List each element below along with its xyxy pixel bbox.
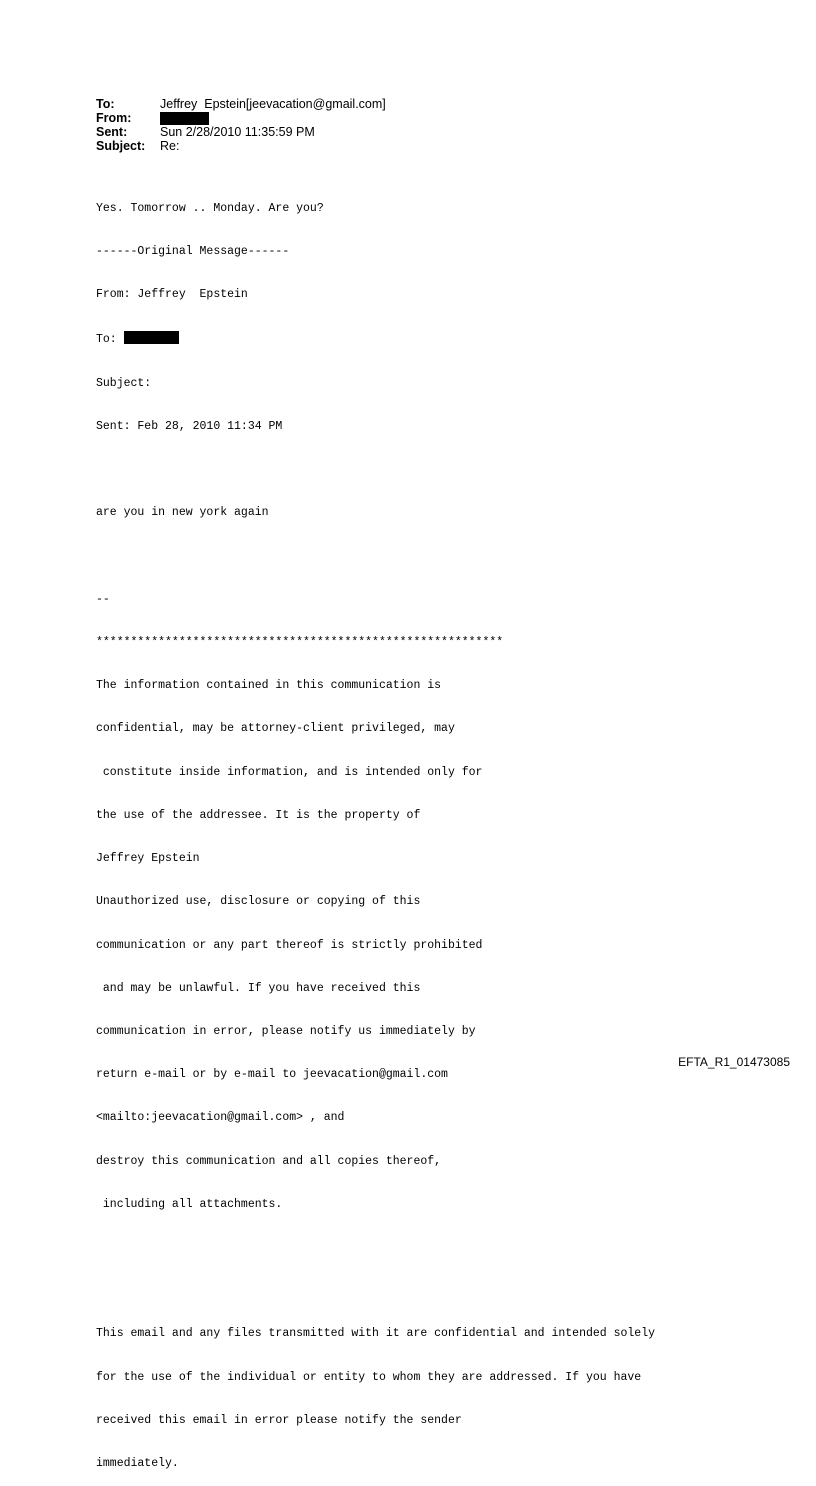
- sent-row: [96, 125, 386, 139]
- subject-label: Subject:: [96, 139, 146, 153]
- disclaimer-line: Jeffrey Epstein: [96, 852, 200, 866]
- disclaimer-line: the use of the addressee. It is the property of: [96, 808, 421, 822]
- original-message-marker: ------Original Message------: [96, 245, 290, 259]
- from-row: [96, 111, 386, 125]
- disclaimer-line: <mailto:jeevacation@gmail.com> , and: [96, 1111, 345, 1125]
- original-body: are you in new york again: [96, 506, 269, 520]
- footer-notice-line: for the use of the individual or entity to whom they are addressed. If you have: [96, 1370, 642, 1384]
- disclaimer-line: return e-mail or by e-mail to jeevacation@gmail.com: [96, 1068, 448, 1082]
- spacer: [96, 550, 655, 564]
- disclaimer-line: and may be unlawful. If you have received this: [96, 981, 421, 995]
- disclaimer-line: communication or any part thereof is strictly prohibited: [96, 938, 483, 952]
- original-to-row: [96, 331, 655, 347]
- disclaimer-line: constitute inside information, and is intended only for: [96, 765, 483, 779]
- spacer: [96, 1241, 655, 1255]
- asterisk-divider: ***********************************************************: [96, 635, 504, 649]
- footer-notice-line: immediately.: [96, 1457, 179, 1471]
- signature-dashes: --: [96, 592, 110, 606]
- spacer: [96, 463, 655, 477]
- disclaimer-line: destroy this communication and all copies thereof,: [96, 1154, 442, 1168]
- original-subject: Subject:: [96, 376, 152, 390]
- disclaimer-line: communication in error, please notify us immediately by: [96, 1024, 476, 1038]
- email-body: [96, 173, 655, 1486]
- sent-value: Sun 2/28/2010 11:35:59 PM: [160, 125, 315, 139]
- disclaimer-line: including all attachments.: [96, 1197, 283, 1211]
- disclaimer-line: The information contained in this communication is: [96, 679, 442, 693]
- original-sent: Sent: Feb 28, 2010 11:34 PM: [96, 419, 283, 433]
- document-id: EFTA_R1_01473085: [678, 1055, 790, 1069]
- to-value: Jeffrey Epstein[jeevacation@gmail.com]: [160, 97, 386, 111]
- subject-value: Re:: [160, 139, 180, 153]
- footer-notice-line: received this email in error please notify the sender: [96, 1413, 462, 1427]
- original-from: From: Jeffrey Epstein: [96, 288, 248, 302]
- original-to-label: To:: [96, 333, 117, 347]
- reply-text: Yes. Tomorrow .. Monday. Are you?: [96, 201, 324, 215]
- disclaimer-line: Unauthorized use, disclosure or copying of this: [96, 895, 421, 909]
- subject-row: [96, 139, 386, 153]
- from-redaction: [160, 112, 209, 125]
- to-label: To:: [96, 97, 115, 111]
- email-header: [96, 97, 386, 153]
- disclaimer-line: confidential, may be attorney-client privileged, may: [96, 722, 455, 736]
- spacer: [96, 1284, 655, 1298]
- sent-label: Sent:: [96, 125, 128, 139]
- footer-notice-line: This email and any files transmitted with it are confidential and intended solely: [96, 1327, 655, 1341]
- original-to-redaction: [124, 331, 179, 344]
- to-row: [96, 97, 386, 111]
- from-label: From:: [96, 111, 132, 125]
